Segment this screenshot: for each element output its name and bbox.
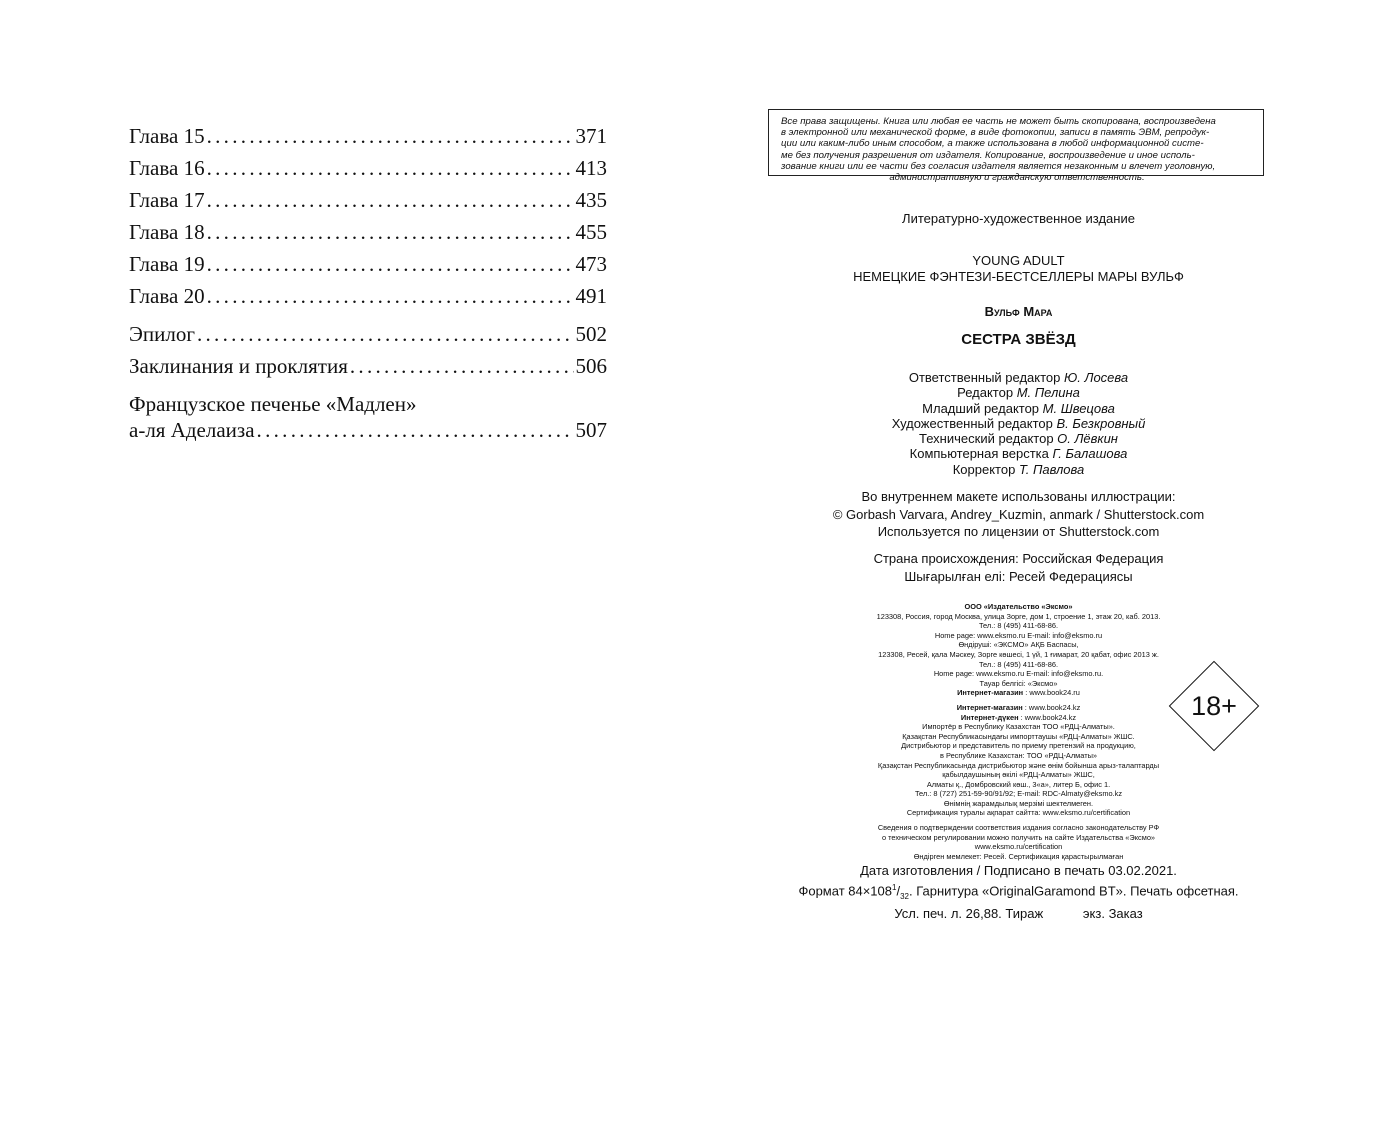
cert-line: о техническом регулировании можно получить на сайте Издательства «Эксмо» (881, 832, 1156, 842)
staff-line: Ответственный редактор Ю. Лосева (908, 370, 1129, 385)
toc-title: Глава 19 (129, 252, 205, 276)
toc-entry-epilogue[interactable] (129, 322, 607, 354)
print-details (697, 862, 1340, 922)
publisher-name: ООО «Издательство «Эксмо» (964, 602, 1073, 611)
staff-line: Корректор Т. Павлова (952, 461, 1085, 477)
toc-leader (197, 322, 574, 347)
copyright-notice-box (768, 109, 1264, 184)
import-line: Импортёр в Республику Казахстан ТОО «РДЦ-Алматы». (922, 722, 1115, 732)
toc-page: 473 (575, 252, 607, 276)
staff-line: Редактор М. Пелина (957, 385, 1080, 401)
illustrations-credit (697, 488, 1340, 541)
import-line: в Республике Казахстан: ТОО «РДЦ-Алматы» (939, 750, 1098, 760)
toc-leader (207, 188, 574, 213)
toc-title: Глава 16 (129, 156, 205, 180)
origin-line: Страна происхождения: Российская Федерация (873, 551, 1164, 566)
publisher-line: Тауар белгісі: «Эксмо» (979, 678, 1058, 688)
toc-page: 413 (575, 156, 607, 180)
right-page-imprint (697, 0, 1394, 1125)
toc-leader (257, 418, 574, 443)
rights-line: зование книги или ее части без согласия издателя является незаконным и влечет уголовную, (781, 160, 1216, 172)
toc-leader (207, 124, 574, 149)
import-line: Тел.: 8 (727) 251-59-90/91/92; E-mail: RDC-Almaty@eksmo.kz (914, 789, 1123, 799)
toc-page: 371 (575, 124, 607, 148)
toc-entry-spells[interactable] (129, 354, 607, 386)
print-format: Формат $84\times 108^1/_{32}$. Гарнитура «OriginalGaramond BT». Печать офсетная. (798, 883, 1239, 901)
credit-line: Во внутреннем макете использованы иллюстрации: (861, 489, 1176, 504)
toc-entry-chapter-19[interactable] (129, 252, 607, 284)
toc-title: Глава 20 (129, 284, 205, 308)
rights-line: Все права защищены. Книга или любая ее часть не может быть скопирована, воспроизведена (781, 116, 1216, 127)
shop-kz-line: Интернет-магазин : www.book24.kz (956, 702, 1081, 712)
toc-title: Глава 18 (129, 220, 205, 244)
origin-line: Шығарылған елі: Ресей Федерациясы (904, 568, 1133, 584)
staff-line: Компьютерная верстка Г. Балашова (909, 446, 1128, 462)
shop-ru-line: Интернет-магазин : www.book24.ru (957, 688, 1080, 698)
import-line: Сертификация туралы ақпарат сайтта: www.eksmo.ru/certification (906, 808, 1131, 818)
toc-title: Заклинания и проклятия (129, 354, 348, 378)
toc-page: 507 (575, 418, 607, 442)
import-line: қабылдаушының өкілі «РДЦ-Алматы» ЖШС, (942, 770, 1095, 780)
toc-page: 491 (575, 284, 607, 308)
import-line: Қазақстан Республикасында дистрибьютор және өнім бойынша арыз-талаптарды (877, 760, 1160, 770)
shop-kz2-line: Интернет-дүкен : www.book24.kz (960, 712, 1077, 722)
toc-entry-chapter-20[interactable] (129, 284, 607, 316)
cert-line: www.eksmo.ru/certification (974, 842, 1063, 852)
toc-entry-cookies[interactable] (129, 390, 607, 450)
staff-line: Художественный редактор В. Безкровный (891, 415, 1146, 431)
cert-line: Сведения о подтверждении соответствия издания согласно законодательству РФ (877, 823, 1160, 833)
publisher-line: Тел.: 8 (495) 411-68-86. (978, 659, 1059, 669)
cert-line: Өндірген мемлекет: Ресей. Сертификация қарастырылмаған (913, 851, 1124, 861)
print-sheets: Усл. печ. л. 26,88. Тираж экз. Заказ (894, 905, 1143, 921)
toc-leader (350, 354, 574, 379)
credit-line: Используется по лицензии от Shutterstock.com (877, 524, 1160, 539)
toc-page: 455 (575, 220, 607, 244)
book-title: СЕСТРА ЗВЁЗД (961, 331, 1076, 348)
toc-title: Глава 15 (129, 124, 205, 148)
edition-type: Литературно-художественное издание (902, 211, 1135, 226)
staff-list (697, 370, 1340, 477)
toc-title-line1: Французское печенье «Мадлен» (129, 392, 417, 416)
publisher-line: Тел.: 8 (495) 411-68-86. (978, 621, 1059, 631)
publisher-line: Home page: www.eksmo.ru E-mail: info@eksmo.ru. (933, 669, 1104, 679)
rights-line: в электронной или механической форме, в виде фотокопии, записи в память ЭВМ, репродук- (781, 127, 1210, 139)
import-line: Қазақстан Республикасындағы импорттаушы «РДЦ-Алматы» ЖШС. (902, 731, 1135, 741)
credit-line: © Gorbash Varvara, Andrey_Kuzmin, anmark / Shutterstock.com (832, 506, 1205, 522)
toc-entry-chapter-18[interactable] (129, 220, 607, 252)
toc-entry-chapter-17[interactable] (129, 188, 607, 220)
publisher-line: Home page: www.eksmo.ru E-mail: info@eksmo.ru (934, 630, 1103, 640)
toc-entry-chapter-15[interactable] (129, 124, 607, 156)
rights-line: ции или каким-либо иным способом, а также использована в любой информационной систе- (781, 138, 1204, 150)
country-of-origin (697, 550, 1340, 585)
rights-line: ме без получения разрешения от издателя. Копирование, воспроизведение и иное исполь- (781, 149, 1195, 161)
rights-line: административную и гражданскую ответственность. (889, 172, 1145, 184)
toc-page: 506 (575, 354, 607, 378)
staff-line: Технический редактор О. Лёвкин (919, 431, 1118, 447)
import-line: Өнімнің жарамдылық мерзімі шектелмеген. (943, 798, 1094, 808)
series-line-1: YOUNG ADULT (972, 253, 1065, 268)
staff-line: Младший редактор М. Швецова (922, 400, 1115, 416)
publisher-line: 123308, Россия, город Москва, улица Зорге, дом 1, строение 1, этаж 20, каб. 2013. (876, 611, 1161, 621)
table-of-contents (129, 124, 607, 450)
print-date: Дата изготовления / Подписано в печать 03.02.2021. (860, 863, 1177, 878)
publisher-block (697, 602, 1340, 861)
toc-title: Глава 17 (129, 188, 205, 212)
toc-page: 502 (575, 322, 607, 346)
age-rating-label: 18+ (1191, 691, 1237, 721)
import-line: Дистрибьютор и представитель по приему претензий на продукцию, (901, 741, 1136, 751)
toc-leader (207, 252, 574, 277)
toc-leader (207, 220, 574, 245)
toc-title: Эпилог (129, 322, 195, 346)
publisher-line: Өндіруші: «ЭКСМО» АҚБ Баспасы, (958, 640, 1079, 650)
toc-leader (207, 156, 574, 181)
toc-title-line2: а-ля Аделаиза (129, 418, 255, 442)
author-name: Вульф Мара (984, 304, 1053, 319)
import-line: Алматы қ., Домбровский көш., 3«а», литер Б, офис 1. (926, 779, 1111, 789)
toc-page: 435 (575, 188, 607, 212)
series-line-2: НЕМЕЦКИЕ ФЭНТЕЗИ-БЕСТСЕЛЛЕРЫ МАРЫ ВУЛЬФ (853, 269, 1184, 284)
toc-leader (207, 284, 574, 309)
publisher-line: 123308, Ресей, қала Мәскеу, Зорге көшесі, 1 үй, 1 ғимарат, 20 қабат, офис 2013 ж. (878, 649, 1159, 659)
toc-entry-chapter-16[interactable] (129, 156, 607, 188)
